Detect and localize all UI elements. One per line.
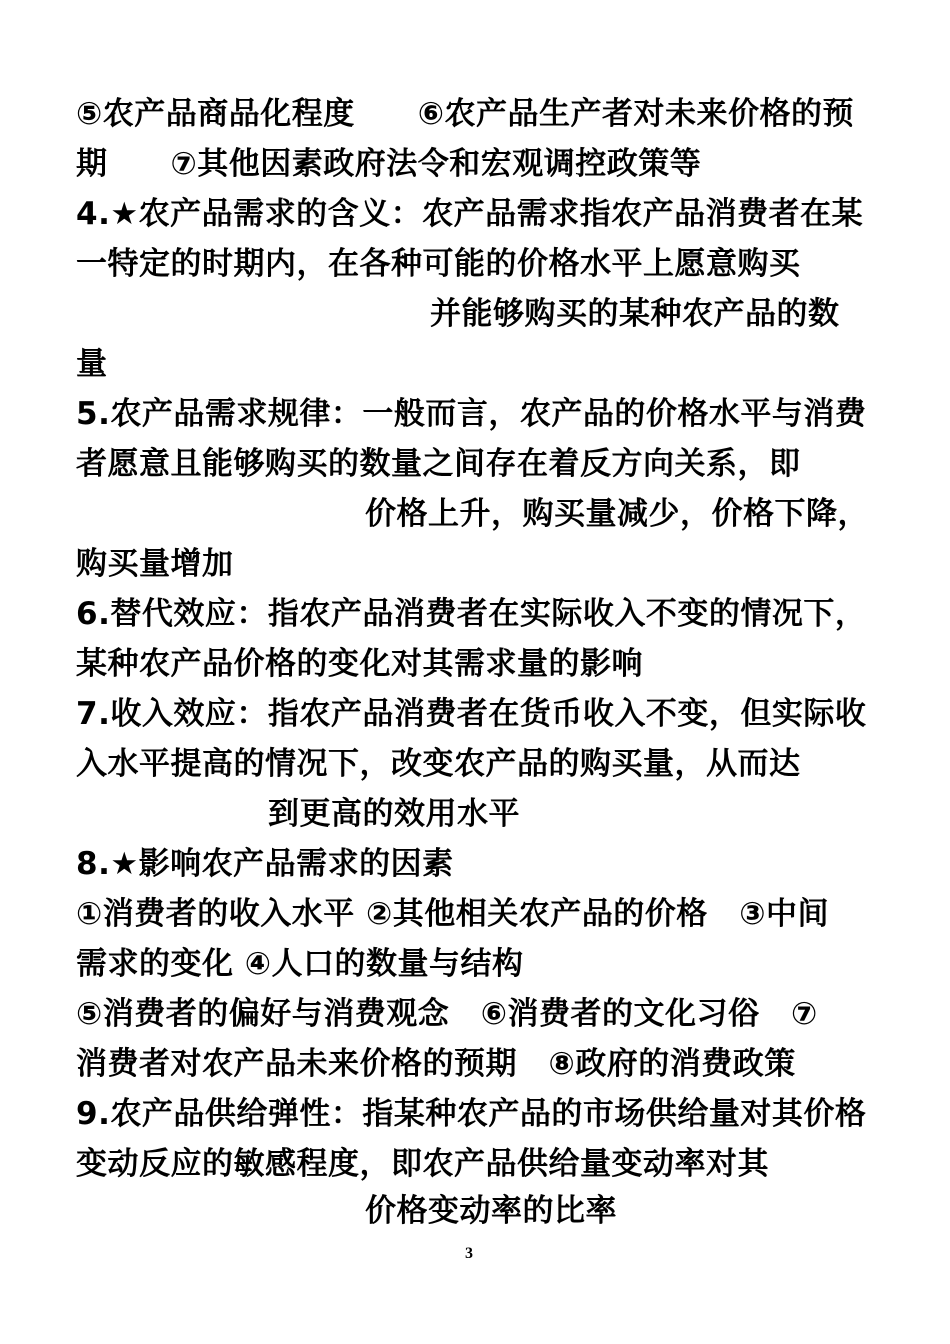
text-line: 入水平提高的情况下，改变农产品的购买量，从而达 [76,746,801,782]
text-line: 变动反应的敏感程度，即农产品供给量变动率对其 [76,1146,769,1182]
text-line: 7.收入效应：指农产品消费者在货币收入不变，但实际收 [76,696,867,732]
text-line: 并能够购买的某种农产品的数 [430,296,840,332]
text-line: 期 ⑦其他因素政府法令和宏观调控政策等 [76,146,702,182]
text-line: 4.★农产品需求的含义：农产品需求指农产品消费者在某 [76,196,864,232]
text-line: 5.农产品需求规律：一般而言，农产品的价格水平与消费 [76,396,867,432]
text-line: 6.替代效应：指农产品消费者在实际收入不变的情况下， [76,596,867,632]
page-number: 3 [465,1245,473,1262]
text-line: 到更高的效用水平 [268,796,520,832]
text-line: ⑤农产品商品化程度 ⑥农产品生产者对未来价格的预 [76,96,854,132]
text-line: 价格变动率的比率 [365,1193,617,1229]
text-line: 者愿意且能够购买的数量之间存在着反方向关系，即 [76,446,801,482]
text-line: 某种农产品价格的变化对其需求量的影响 [76,646,643,682]
text-line: 8.★影响农产品需求的因素 [76,846,454,882]
text-line: 消费者对农产品未来价格的预期 ⑧政府的消费政策 [76,1046,796,1082]
text-line: 一特定的时期内，在各种可能的价格水平上愿意购买 [76,246,801,282]
text-line: ⑤消费者的偏好与消费观念 ⑥消费者的文化习俗 ⑦ [76,996,818,1032]
text-line: 量 [76,346,108,382]
text-line: 购买量增加 [76,546,234,582]
text-line: 9.农产品供给弹性：指某种农产品的市场供给量对其价格 [76,1096,867,1132]
text-line: 价格上升，购买量减少，价格下降， [365,496,869,532]
text-line: 需求的变化 ④人口的数量与结构 [76,946,524,982]
text-line: ①消费者的收入水平 ②其他相关农产品的价格 ③中间 [76,896,830,932]
